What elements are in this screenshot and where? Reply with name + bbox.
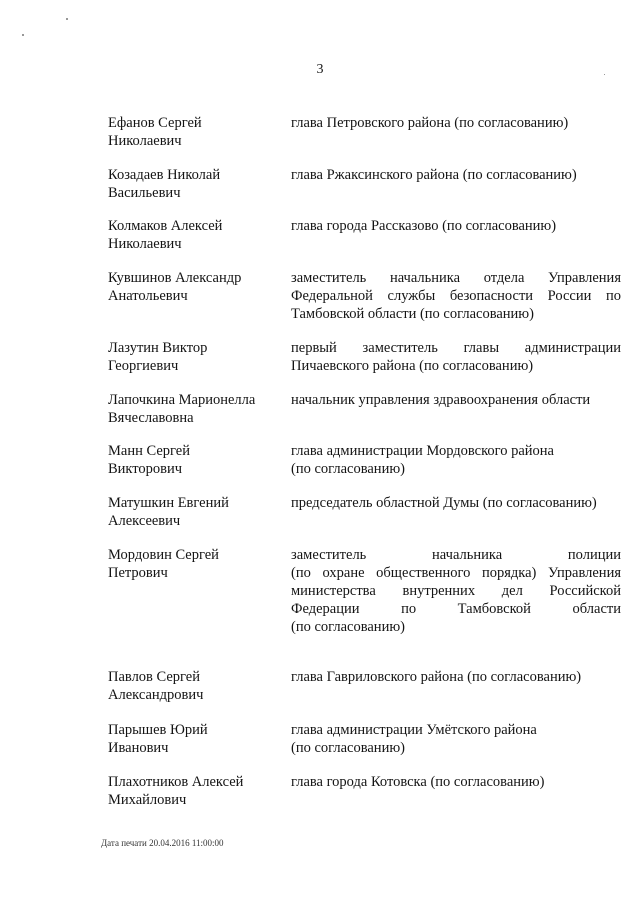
member-role-line: Пичаевского района (по согласованию): [291, 358, 534, 374]
print-date: Дата печати 20.04.2016 11:00:00: [101, 838, 224, 848]
member-role-line: председатель областной Думы (по согласованию): [291, 495, 597, 511]
member-role: [291, 721, 621, 757]
member-name-line: Петрович: [108, 565, 168, 581]
member-role: [291, 114, 621, 132]
scan-speck: [66, 18, 68, 20]
member-name-line: Плахотников Алексей: [108, 774, 244, 790]
member-role-line: Федерации по Тамбовской области: [291, 601, 621, 617]
member-role-line: заместитель начальника отдела Управления: [291, 270, 621, 286]
member-name-line: Ефанов Сергей: [108, 115, 202, 131]
member-name: [108, 114, 288, 150]
member-role: [291, 494, 621, 512]
member-role-line: (по согласованию): [291, 619, 405, 635]
member-name: [108, 494, 288, 530]
member-name: [108, 668, 288, 704]
member-role-line: (по охране общественного порядка) Управления: [291, 565, 621, 581]
member-role-line: глава Ржаксинского района (по согласованию): [291, 167, 577, 183]
member-name: [108, 269, 288, 305]
member-role-line: Тамбовской области (по согласованию): [291, 306, 534, 322]
member-name-line: Александрович: [108, 687, 204, 703]
member-role-line: (по согласованию): [291, 740, 405, 756]
member-name-line: Козадаев Николай: [108, 167, 221, 183]
scan-speck: [22, 34, 24, 36]
member-name: [108, 442, 288, 478]
member-name: [108, 339, 288, 375]
member-role: [291, 269, 621, 323]
member-name-line: Кувшинов Александр: [108, 270, 242, 286]
member-role: [291, 773, 621, 791]
member-role-line: глава города Рассказово (по согласованию): [291, 218, 557, 234]
member-name-line: Георгиевич: [108, 358, 179, 374]
member-role: [291, 546, 621, 636]
member-role: [291, 339, 621, 375]
member-role: [291, 166, 621, 184]
member-role-line: министерства внутренних дел Российской: [291, 583, 621, 599]
member-name: [108, 546, 288, 582]
member-name-line: Мордовин Сергей: [108, 547, 219, 563]
member-name-line: Алексеевич: [108, 513, 181, 529]
member-name-line: Иванович: [108, 740, 169, 756]
member-name-line: Анатольевич: [108, 288, 188, 304]
member-role: [291, 668, 621, 686]
member-name: [108, 391, 288, 427]
member-role: [291, 442, 621, 478]
scan-speck: [604, 74, 605, 75]
member-name-line: Колмаков Алексей: [108, 218, 223, 234]
member-name-line: Викторович: [108, 461, 183, 477]
member-role-line: начальник управления здравоохранения области: [291, 392, 591, 408]
member-role-line: глава администрации Мордовского района: [291, 443, 554, 459]
member-role-line: Федеральной службы безопасности России по: [291, 288, 621, 304]
member-name-line: Вячеславовна: [108, 410, 194, 426]
member-role-line: первый заместитель главы администрации: [291, 340, 621, 356]
member-role-line: глава города Котовска (по согласованию): [291, 774, 545, 790]
member-name-line: Николаевич: [108, 133, 182, 149]
member-name-line: Матушкин Евгений: [108, 495, 229, 511]
member-role-line: глава Петровского района (по согласованию): [291, 115, 569, 131]
member-name-line: Николаевич: [108, 236, 182, 252]
member-name-line: Парышев Юрий: [108, 722, 208, 738]
member-name: [108, 166, 288, 202]
member-role-line: заместитель начальника полиции: [291, 547, 621, 563]
member-name: [108, 773, 288, 809]
page-number: 3: [316, 62, 324, 77]
member-role-line: глава Гавриловского района (по согласованию): [291, 669, 582, 685]
member-name-line: Лазутин Виктор: [108, 340, 208, 356]
member-name-line: Михайлович: [108, 792, 187, 808]
member-name: [108, 217, 288, 253]
member-role-line: глава администрации Умётского района: [291, 722, 537, 738]
member-name: [108, 721, 288, 757]
member-name-line: Лапочкина Марионелла: [108, 392, 256, 408]
member-name-line: Павлов Сергей: [108, 669, 201, 685]
member-name-line: Васильевич: [108, 185, 181, 201]
member-role: [291, 391, 621, 409]
member-role-line: (по согласованию): [291, 461, 405, 477]
member-name-line: Манн Сергей: [108, 443, 190, 459]
member-role: [291, 217, 621, 235]
